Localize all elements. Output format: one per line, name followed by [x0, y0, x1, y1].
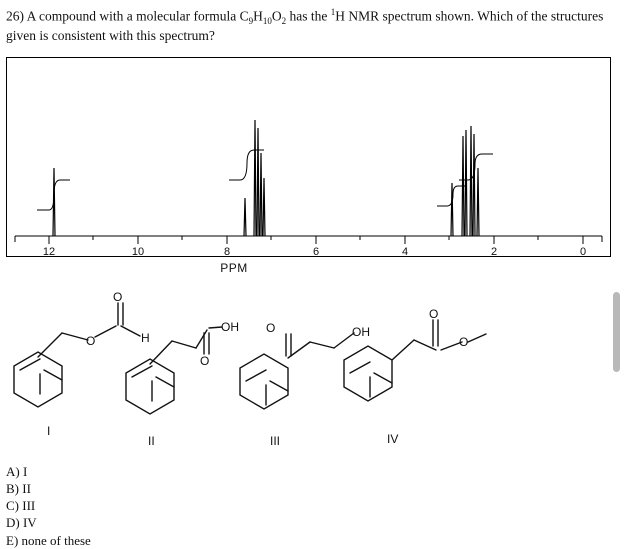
- scrollbar-thumb[interactable]: [613, 292, 620, 372]
- ppm-axis-label-wrap: [0, 261, 624, 275]
- tick-label-4: 4: [401, 246, 409, 256]
- atom-label-IV-O-ester: O: [459, 335, 469, 349]
- structure-label-IV: IV: [387, 432, 399, 446]
- structures-svg: [0, 278, 624, 448]
- tick-label-2: 2: [490, 246, 498, 256]
- structure-label-I: I: [47, 424, 51, 438]
- atom-label-III-O: O: [266, 321, 276, 335]
- atom-label-I-O-ester: O: [86, 334, 96, 348]
- spectrum-tick-labels: [43, 246, 586, 256]
- atom-labels: [86, 290, 468, 368]
- tick-label-12: 12: [42, 246, 56, 256]
- structures-panel: [0, 278, 624, 448]
- tick-label-10: 10: [131, 246, 145, 256]
- nmr-spectrum-panel: [6, 57, 611, 257]
- tick-label-8: 8: [223, 246, 231, 256]
- answer-option-b[interactable]: B) II: [6, 481, 31, 497]
- structure-I: [14, 303, 140, 407]
- tick-label-0: 0: [579, 246, 587, 256]
- answer-option-e[interactable]: E) none of these: [6, 532, 91, 548]
- question-text: 26) A compound with a molecular formula $C_9H_{10}O_2$ has the $^1$H NMR spectrum shown. Which of the structures given is consistent with this spectrum?: [6, 7, 604, 44]
- atom-label-IV-O-carbonyl: O: [429, 307, 439, 321]
- spectrum-ticks: [15, 236, 602, 244]
- answer-option-d[interactable]: D) IV: [6, 515, 37, 531]
- structure-III: [240, 333, 354, 409]
- ppm-axis-label: PPM: [220, 261, 248, 275]
- answer-option-c[interactable]: C) III: [6, 498, 36, 514]
- atom-label-III-OH: OH: [352, 325, 370, 339]
- structure-label-III: III: [270, 434, 281, 448]
- atom-label-II-O: O: [200, 354, 210, 368]
- structure-label-II: II: [148, 434, 155, 448]
- answer-option-a[interactable]: A) I: [6, 464, 28, 479]
- answer-options: [6, 463, 91, 549]
- integral-trace-ch2-2: [459, 154, 493, 180]
- spectrum-integrals: [37, 150, 493, 210]
- atom-label-I-H: H: [141, 331, 150, 345]
- atom-label-I-O-carbonyl: O: [113, 290, 123, 304]
- atom-label-II-OH: OH: [221, 320, 239, 334]
- nmr-spectrum-svg: [7, 58, 610, 256]
- spectrum-peaks: [53, 120, 479, 236]
- tick-label-6: 6: [312, 246, 320, 256]
